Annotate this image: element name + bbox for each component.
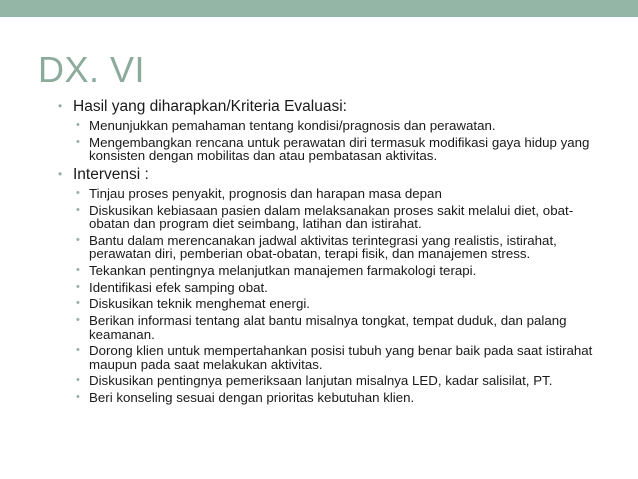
list-item: • Identifikasi efek samping obat. (76, 279, 268, 295)
list-item: • Berikan informasi tentang alat bantu misalnya tongkat, tempat duduk, dan palang keamanan. (76, 313, 567, 342)
list-item: • Tekankan pentingnya melanjutkan manajemen farmakologi terapi. (76, 262, 477, 278)
bullet-icon: • (58, 99, 63, 113)
bullet-icon: • (76, 314, 80, 326)
section-heading: Intervensi : (73, 165, 149, 183)
section-heading: Hasil yang diharapkan/Kriteria Evaluasi: (73, 98, 347, 115)
bullet-icon: • (76, 374, 80, 387)
intervention-list (73, 187, 598, 405)
list-item: • Dorong klien untuk mempertahankan posisi tubuh yang benar baik pada saat istirahat maupun pada saat melakukan aktivitas. (76, 343, 593, 372)
bullet-icon: • (76, 203, 80, 216)
bullet-icon: • (76, 135, 80, 148)
bullet-icon: • (76, 263, 80, 276)
list-item: • Diskusikan teknik menghemat energi. (76, 296, 310, 312)
bullet-icon: • (76, 186, 80, 199)
section-intervention (58, 166, 598, 405)
bullet-icon: • (76, 297, 80, 310)
section-evaluation (58, 98, 598, 163)
bullet-icon: • (76, 233, 80, 246)
bullet-icon: • (76, 391, 80, 404)
bullet-icon: • (58, 166, 63, 181)
list-item: • Tinjau proses penyakit, prognosis dan harapan masa depan (76, 185, 442, 201)
list-item: • Diskusikan kebiasaan pasien dalam melaksanakan proses sakit melalui diet, obat-obatan dan program diet seimbang, latihan dan istirahat. (76, 202, 574, 232)
list-item: • Bantu dalam merencanakan jadwal aktivitas terintegrasi yang realistis, istirahat, perawatan diri, pemberian obat-obatan, terapi fisik, dan manajemen stress. (76, 232, 557, 262)
slide-title: DX. VI (38, 49, 146, 90)
list-item: • Beri konseling sesuai dengan prioritas kebutuhan klien. (76, 390, 415, 406)
evaluation-list (73, 119, 598, 163)
list-item: • Menunjukkan pemahaman tentang kondisi/pragnosis dan perawatan. (76, 118, 496, 133)
bullet-icon: • (76, 119, 80, 131)
bullet-icon: • (76, 280, 80, 293)
bullet-icon: • (76, 344, 80, 357)
top-accent-bar (0, 0, 638, 17)
list-item: • Mengembangkan rencana untuk perawatan diri termasuk modifikasi gaya hidup yang konsisten dengan mobilitas dan atau pembatasan aktivitas. (76, 134, 590, 164)
slide-content (58, 98, 598, 408)
list-item: • Diskusikan pentingnya pemeriksaan lanjutan misalnya LED, kadar salisilat, PT. (76, 373, 553, 389)
